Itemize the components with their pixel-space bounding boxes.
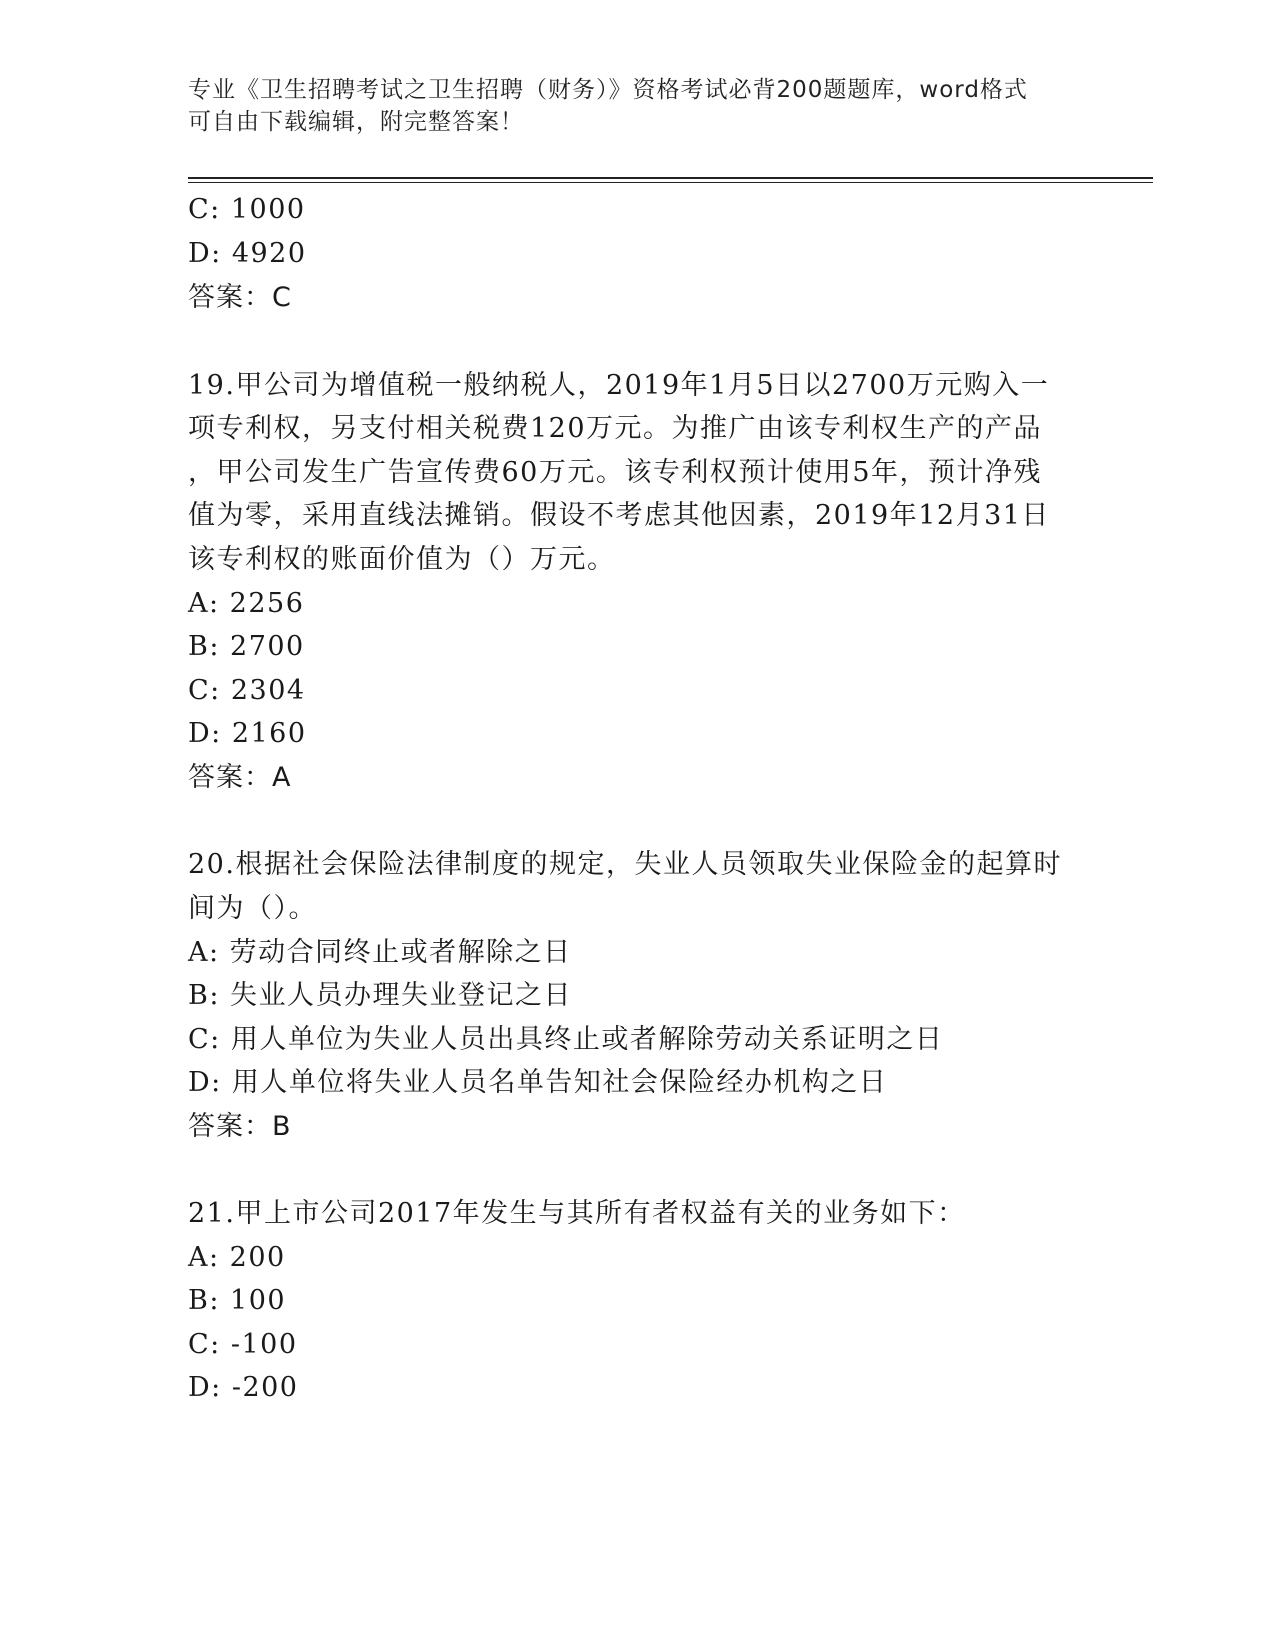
q20-text-line-2: 间为（）。 (188, 893, 317, 924)
q19-option-d: D: 2160 (188, 718, 307, 749)
q19-text-line-3: ，甲公司发生广告宣传费60万元。该专利权预计使用5年，预计净残 (188, 457, 1043, 488)
q19-option-a: A: 2256 (188, 588, 305, 619)
q19-text-line-5: 该专利权的账面价值为（）万元。 (188, 544, 616, 575)
prev-answer: 答案：C (188, 282, 292, 313)
header-divider-thin (188, 182, 1153, 183)
q20-answer: 答案：B (188, 1111, 292, 1142)
q20-text-line-1: 20.根据社会保险法律制度的规定，失业人员领取失业保险金的起算时 (188, 849, 1062, 880)
header-divider-thick (188, 177, 1153, 179)
q21-text-line-1: 21.甲上市公司2017年发生与其所有者权益有关的业务如下： (188, 1198, 966, 1229)
q19-text-line-4: 值为零，采用直线法摊销。假设不考虑其他因素，2019年12月31日 (188, 500, 1050, 531)
q19-answer: 答案：A (188, 762, 292, 793)
q20-option-c: C: 用人单位为失业人员出具终止或者解除劳动关系证明之日 (188, 1024, 944, 1055)
prev-option-d: D: 4920 (188, 238, 307, 269)
prev-option-c: C: 1000 (188, 194, 306, 225)
q19-option-c: C: 2304 (188, 675, 306, 706)
q21-option-c: C: -100 (188, 1329, 298, 1360)
header-line-1: 专业《卫生招聘考试之卫生招聘（财务）》资格考试必背200题题库，word格式 (188, 77, 1028, 103)
q19-text-line-2: 项专利权，另支付相关税费120万元。为推广由该专利权生产的产品 (188, 413, 1043, 444)
q20-option-a: A: 劳动合同终止或者解除之日 (188, 937, 572, 968)
q19-option-b: B: 2700 (188, 631, 305, 662)
q20-option-b: B: 失业人员办理失业登记之日 (188, 980, 573, 1011)
q21-option-b: B: 100 (188, 1285, 287, 1316)
q21-option-a: A: 200 (188, 1242, 286, 1273)
document-header (188, 74, 1088, 138)
q19-text-line-1: 19.甲公司为增值税一般纳税人，2019年1月5日以2700万元购入一 (188, 370, 1050, 401)
q20-option-d: D: 用人单位将失业人员名单告知社会保险经办机构之日 (188, 1067, 888, 1098)
header-line-2: 可自由下载编辑，附完整答案！ (188, 109, 524, 135)
q21-option-d: D: -200 (188, 1372, 299, 1403)
